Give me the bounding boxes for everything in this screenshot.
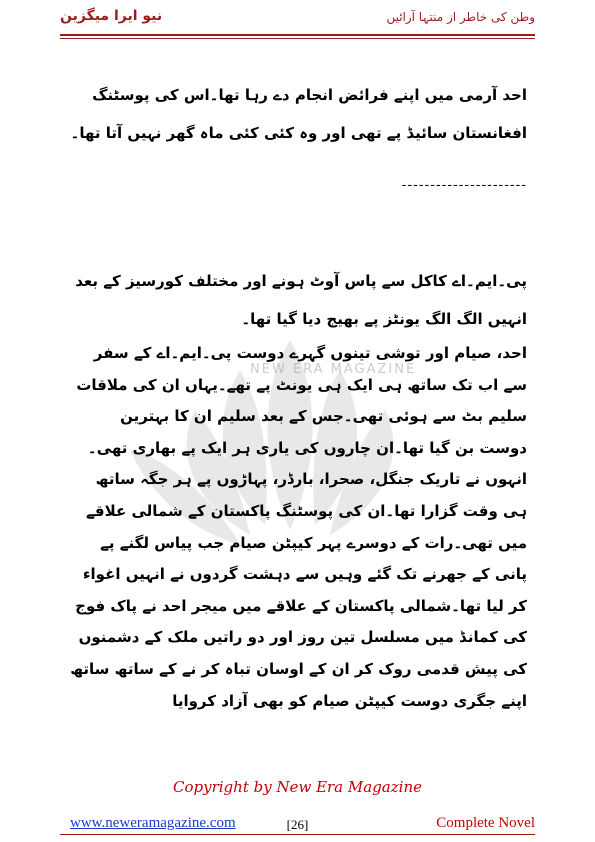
footer-label: Complete Novel bbox=[436, 815, 535, 831]
header-divider bbox=[60, 34, 535, 39]
website-link[interactable]: www.neweramagazine.com bbox=[70, 815, 236, 831]
page-footer bbox=[60, 812, 535, 834]
novel-title: وطن کی خاطر از منتہا آرائیں bbox=[386, 10, 535, 24]
section-separator: ---------------------- bbox=[401, 178, 527, 193]
page-header bbox=[60, 6, 535, 32]
copyright-notice: Copyright by New Era Magazine bbox=[173, 778, 422, 796]
magazine-name: نیو ایرا میگزین bbox=[60, 8, 163, 24]
page-number: [26] bbox=[286, 817, 309, 832]
paragraph-2: پی۔ایم۔اے کاکل سے پاس آوٹ ہونے اور مختلف کورسیز کے بعد انہیں الگ الگ یونٹز پے بھیج دیا گیا تھا۔ bbox=[75, 272, 527, 328]
watermark-text: NEW ERA MAGAZINE bbox=[250, 362, 417, 377]
paragraph-1: احد آرمی میں اپنے فرائض انجام دے رہا تھا۔اس کی پوسٹنگ افغانستان سائیڈ پے تھی اور وہ کئی کئی ماہ گھر نہیں آتا تھا۔ bbox=[70, 86, 527, 142]
footer-divider bbox=[60, 834, 535, 835]
paragraph-3: احد، صیام اور توشی تینوں گہرے دوست پی۔ایم۔اے کے سفر سے اب تک ساتھ ہی ایک ہی یونٹ پے تھے۔یہاں ان کی ملاقات سلیم بٹ سے ہوئی تھی۔جس کے بعد سلیم ان کا بہترین دوست بن گیا تھا۔ان چاروں کی یاری ہر ایک پے بھاری تھی۔انہوں نے تاریک جنگل، صحرا، بارڈر، پہاڑوں پے ہر جگہ ساتھ ہی وقت گزارا تھا۔ان کی پوسٹنگ پاکستان کے شمالی علاقے میں تھی۔رات کے دوسرے پہر کیپٹن صیام جب پیاس لگنے پے پانی کے جھرنے تک گئے وہیں سے دہشت گردوں نے انہیں اغواء کر لیا تھا۔شمالی پاکستان کے علاقے میں میجر احد نے پاک فوج کی کمانڈ میں مسلسل تین روز اور دو راتیں ملک کے دشمنوں کی پیش قدمی روک کر ان کے اوسان تباہ کر نے کے ساتھ ساتھ اپنے جگری دوست کیپٹن صیام کو بھی آزاد کروایا bbox=[70, 344, 527, 710]
